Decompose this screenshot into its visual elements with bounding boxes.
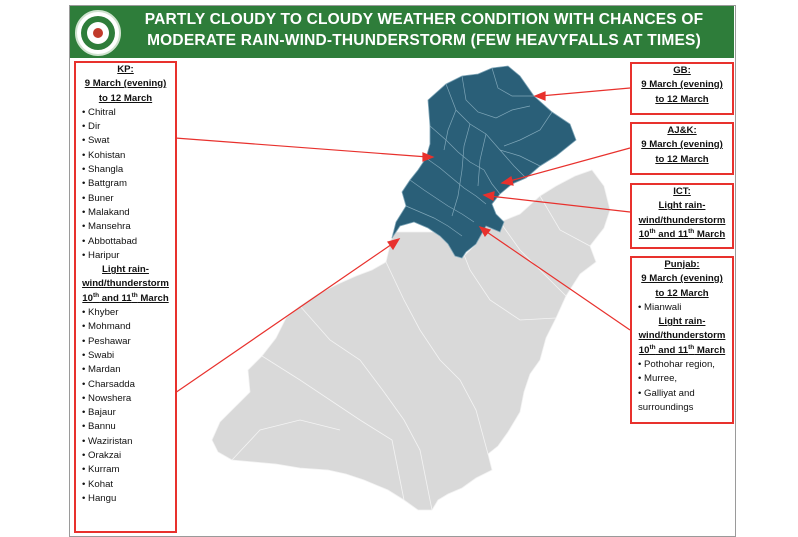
kp-light-rain-dates: 10th and 11th March xyxy=(82,291,169,304)
punjab-light-rain-dates: 10th and 11th March xyxy=(638,343,726,356)
gb-period-line2: to 12 March xyxy=(655,93,709,105)
ajk-callout xyxy=(630,122,734,175)
list-item: • Waziristan xyxy=(82,435,175,449)
kp-district-list-1 xyxy=(76,106,175,263)
list-item: • Abbottabad xyxy=(82,235,175,249)
list-item: • Buner xyxy=(82,192,175,206)
list-item: • Charsadda xyxy=(82,378,175,392)
kp-top-arrow xyxy=(175,138,428,157)
list-item: • Kohistan xyxy=(82,149,175,163)
punjab-district-list-1 xyxy=(632,301,732,315)
list-item: • Khyber xyxy=(82,306,175,320)
kp-title: KP: xyxy=(117,64,134,75)
kp-period-line2: to 12 March xyxy=(98,92,153,104)
list-item: • Mianwali xyxy=(638,301,732,315)
list-item: • Galliyat and surroundings xyxy=(638,387,732,416)
kp-light-rain-line2: wind/thunderstorm xyxy=(82,278,169,290)
punjab-light-rain-line1: Light rain- xyxy=(658,316,706,328)
list-item: • Dir xyxy=(82,120,175,134)
list-item: • Malakand xyxy=(82,206,175,220)
page-title: PARTLY CLOUDY TO CLOUDY WEATHER CONDITION WITH CHANCES OF MODERATE RAIN-WIND-THUNDERSTORM (FEW HEAVYFALLS AT TIMES) xyxy=(144,11,704,49)
list-item: • Orakzai xyxy=(82,449,175,463)
list-item: • Mardan xyxy=(82,363,175,377)
punjab-title: Punjab: xyxy=(664,259,700,270)
list-item: • Kohat xyxy=(82,478,175,492)
list-item: • Hangu xyxy=(82,492,175,506)
list-item: • Kurram xyxy=(82,463,175,477)
ict-line1: Light rain- xyxy=(658,200,706,212)
list-item: • Swabi xyxy=(82,349,175,363)
gb-callout xyxy=(630,62,734,115)
list-item: • Pothohar region, xyxy=(638,358,732,372)
ajk-title: AJ&K: xyxy=(667,125,697,136)
gb-period-line1: 9 March (evening) xyxy=(641,79,723,91)
list-item: • Bajaur xyxy=(82,406,175,420)
kp-district-list-2 xyxy=(76,306,175,506)
list-item: • Chitral xyxy=(82,106,175,120)
punjab-district-list-2 xyxy=(632,358,732,415)
ict-line2: wind/thunderstorm xyxy=(638,214,726,226)
ict-dates: 10th and 11th March xyxy=(638,227,726,240)
punjab-light-rain-line2: wind/thunderstorm xyxy=(638,330,726,342)
list-item: • Peshawar xyxy=(82,335,175,349)
kp-callout xyxy=(74,61,177,533)
ict-callout xyxy=(630,183,734,249)
punjab-period-line1: 9 March (evening) xyxy=(641,273,723,285)
list-item: • Nowshera xyxy=(82,392,175,406)
list-item: • Swat xyxy=(82,134,175,148)
list-item: • Haripur xyxy=(82,249,175,263)
kp-period-line1: 9 March (evening) xyxy=(84,78,167,90)
gb-arrow xyxy=(540,88,630,96)
list-item: • Bannu xyxy=(82,420,175,434)
kp-light-rain-line1: Light rain- xyxy=(102,264,149,276)
gb-title: GB: xyxy=(673,65,691,76)
list-item: • Mohmand xyxy=(82,320,175,334)
ajk-period-line1: 9 March (evening) xyxy=(641,139,723,151)
list-item: • Murree, xyxy=(638,372,732,386)
list-item: • Mansehra xyxy=(82,220,175,234)
list-item: • Shangla xyxy=(82,163,175,177)
ajk-period-line2: to 12 March xyxy=(655,153,709,165)
punjab-period-line2: to 12 March xyxy=(655,287,709,299)
punjab-callout xyxy=(630,256,734,424)
list-item: • Battgram xyxy=(82,177,175,191)
ict-title: ICT: xyxy=(673,186,691,197)
